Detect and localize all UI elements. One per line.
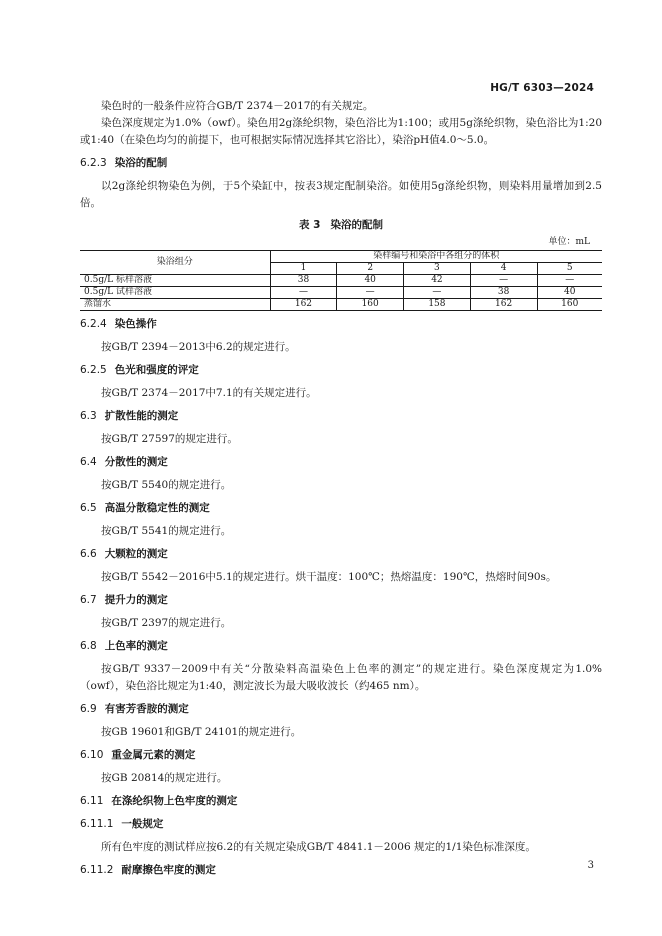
section-number: 6.2.3: [80, 157, 107, 169]
table-cell: —: [470, 275, 537, 287]
section-number: 6.2.5: [80, 364, 107, 376]
section-title: 色光和强度的评定: [114, 364, 199, 376]
section-text: 按GB/T 2374－2017中7.1的有关规定进行。: [101, 387, 317, 399]
section-title: 染色操作: [114, 318, 157, 330]
section-number: 6.4: [80, 456, 97, 468]
section-heading: [80, 862, 602, 879]
table-cell: 160: [337, 299, 404, 311]
row-label: 蒸馏水: [80, 299, 270, 311]
section-heading: [80, 816, 602, 833]
table-cell: 38: [470, 287, 537, 299]
section-title: 染浴的配制: [114, 157, 168, 169]
table-cell: 160: [537, 299, 602, 311]
section-heading-6-2-3: [80, 155, 602, 172]
column-number: 1: [270, 263, 337, 275]
section-heading: [80, 316, 602, 333]
table-cell: —: [270, 287, 337, 299]
table-caption: [80, 216, 602, 234]
column-number: 4: [470, 263, 537, 275]
dye-bath-table: [80, 250, 602, 311]
section-title: 分散性的测定: [104, 456, 168, 468]
section-heading: [80, 362, 602, 379]
table-cell: 42: [404, 275, 471, 287]
table-unit: 单位：mL: [548, 237, 590, 247]
column-number: 3: [404, 263, 471, 275]
table-title: 染浴的配制: [330, 219, 383, 231]
table-row: [80, 287, 602, 299]
section-title: 重金属元素的测定: [111, 749, 196, 761]
section-title: 扩散性能的测定: [104, 410, 179, 422]
section-number: 6.5: [80, 502, 97, 514]
section-number: 6.3: [80, 410, 97, 422]
section-text: 按GB 20814的规定进行。: [101, 772, 228, 784]
table-row: [80, 275, 602, 287]
section-title: 在涤纶织物上色牢度的测定: [111, 795, 238, 807]
table-cell: 38: [270, 275, 337, 287]
section-text: 按GB 19601和GB/T 24101的规定进行。: [101, 726, 302, 738]
table-number: 表 3: [299, 219, 321, 231]
column-label-components: 染浴组分: [80, 251, 270, 275]
table-cell: 158: [404, 299, 471, 311]
section-text: 按GB/T 2397的规定进行。: [101, 617, 232, 629]
section-title: 有害芳香胺的测定: [104, 703, 189, 715]
section-text: 按GB/T 9337－2009中有关“分散染料高温染色上色率的测定”的规定进行。染色深度规定为1.0%（owf），染色浴比规定为1:40，测定波长为最大吸收波长（约465 nm）。: [80, 663, 602, 692]
section-number: 6.11.1: [80, 818, 114, 830]
sections-list: [80, 316, 602, 885]
table-cell: 162: [470, 299, 537, 311]
section-text: 所有色牢度的测试样应按6.2的有关规定染成GB/T 4841.1－2006 规定的1/1染色标准深度。: [101, 841, 536, 853]
column-number: 2: [337, 263, 404, 275]
section-number: 6.7: [80, 594, 97, 606]
section-title: 耐摩擦色牢度的测定: [121, 864, 216, 876]
section-number: 6.2.4: [80, 318, 107, 330]
section-heading: [80, 747, 602, 764]
column-group-header: 染样编号和染浴中各组分的体积: [270, 251, 602, 263]
table-cell: —: [404, 287, 471, 299]
table-header-row: [80, 251, 602, 263]
section-title: 一般规定: [121, 818, 164, 830]
section-title: 大颗粒的测定: [104, 548, 168, 560]
section-number: 6.9: [80, 703, 97, 715]
page-number: 3: [587, 860, 594, 871]
table-cell: —: [537, 275, 602, 287]
section-title: 上色率的测定: [104, 640, 168, 652]
row-label: 0.5g/L 标样溶液: [80, 275, 270, 287]
section-text: 按GB/T 2394－2013中6.2的规定进行。: [101, 341, 296, 353]
table-cell: 40: [337, 275, 404, 287]
section-heading: [80, 500, 602, 517]
table-row: [80, 299, 602, 311]
section-number: 6.8: [80, 640, 97, 652]
column-number: 5: [537, 263, 602, 275]
section-number: 6.10: [80, 749, 104, 761]
section-heading: [80, 408, 602, 425]
section-title: 高温分散稳定性的测定: [104, 502, 210, 514]
section-text-6-2-3: 以2g涤纶织物染色为例，于5个染缸中，按表3规定配制染浴。如使用5g涤纶织物，则染料用量增加到2.5倍。: [80, 180, 602, 209]
section-number: 6.11.2: [80, 864, 114, 876]
table-cell: —: [337, 287, 404, 299]
section-text: 按GB/T 27597的规定进行。: [101, 433, 238, 445]
section-heading: [80, 454, 602, 471]
table-cell: 40: [537, 287, 602, 299]
paragraph-dyeing-depth: 染色深度规定为1.0%（owf）。染色用2g涤纶织物，染色浴比为1:100；或用5g涤纶织物，染色浴比为1:20或1:40（在染色均匀的前提下，也可根据实际情况选择其它浴比），染浴pH值4.0～5.0。: [80, 117, 602, 146]
section-heading: [80, 701, 602, 718]
section-text: 按GB/T 5541的规定进行。: [101, 525, 232, 537]
page-body: [80, 98, 602, 885]
row-label: 0.5g/L 试样溶液: [80, 287, 270, 299]
table-cell: 162: [270, 299, 337, 311]
section-number: 6.6: [80, 548, 97, 560]
section-number: 6.11: [80, 795, 104, 807]
standard-code: HG/T 6303—2024: [490, 82, 594, 94]
section-text: 按GB/T 5542－2016中5.1的规定进行。烘干温度：100℃；热熔温度：190℃，热熔时间90s。: [101, 571, 557, 583]
section-heading: [80, 793, 602, 810]
section-heading: [80, 638, 602, 655]
section-title: 提升力的测定: [104, 594, 168, 606]
section-heading: [80, 592, 602, 609]
paragraph-dyeing-conditions: 染色时的一般条件应符合GB/T 2374－2017的有关规定。: [101, 100, 374, 112]
section-text: 按GB/T 5540的规定进行。: [101, 479, 232, 491]
section-heading: [80, 546, 602, 563]
